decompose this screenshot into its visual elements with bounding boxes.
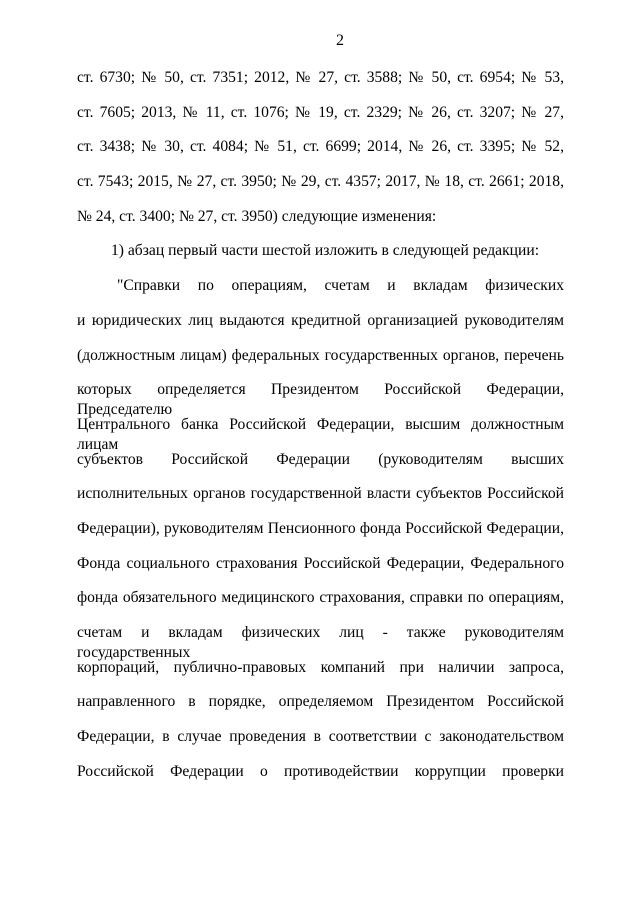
text-line: ст. 7543; 2015, № 27, ст. 3950; № 29, ст. 4357; 2017, № 18, ст. 2661; 2018, — [77, 173, 564, 191]
text-line: Российской Федерации о противодействии коррупции проверки — [77, 762, 564, 780]
document-body — [77, 68, 564, 796]
text-line: ст. 3438; № 30, ст. 4084; № 51, ст. 6699; 2014, № 26, ст. 3395; № 52, — [77, 138, 564, 156]
text-line: Фонда социального страхования Российской Федерации, Федерального — [77, 554, 564, 572]
text-line: субъектов Российской Федерации (руководителям высших — [77, 450, 564, 468]
text-line: и юридических лиц выдаются кредитной организацией руководителям — [77, 311, 564, 329]
text-line: корпораций, публично-правовых компаний при наличии запроса, — [77, 658, 564, 676]
text-line: (должностным лицам) федеральных государственных органов, перечень — [77, 346, 564, 364]
text-line: фонда обязательного медицинского страхования, справки по операциям, — [77, 589, 564, 607]
paragraph-item-1: 1) абзац первый части шестой изложить в следующей редакции: — [111, 242, 540, 260]
text-line: которых определяется Президентом Российской Федерации, Председателю — [77, 381, 564, 419]
text-line: направленного в порядке, определяемом Президентом Российской — [77, 693, 564, 711]
text-line: ст. 7605; 2013, № 11, ст. 1076; № 19, ст. 2329; № 26, ст. 3207; № 27, — [77, 103, 564, 121]
page-number: 2 — [336, 32, 344, 49]
text-line: ст. 6730; № 50, ст. 7351; 2012, № 27, ст. 3588; № 50, ст. 6954; № 53, — [77, 69, 564, 86]
text-line: Федерации), руководителям Пенсионного фонда Российской Федерации, — [77, 519, 564, 537]
text-line: № 24, ст. 3400; № 27, ст. 3950) следующие изменения: — [77, 207, 437, 225]
text-line: счетам и вкладам физических лиц - также руководителям государственных — [77, 624, 564, 661]
text-line: Федерации, в случае проведения в соответствии с законодательством — [77, 728, 564, 746]
text-line: исполнительных органов государственной власти субъектов Российской — [77, 485, 564, 503]
quoted-paragraph-start: "Справки по операциям, счетам и вкладам физических — [117, 277, 564, 295]
text-line: Центрального банка Российской Федерации, высшим должностным лицам — [77, 415, 564, 453]
